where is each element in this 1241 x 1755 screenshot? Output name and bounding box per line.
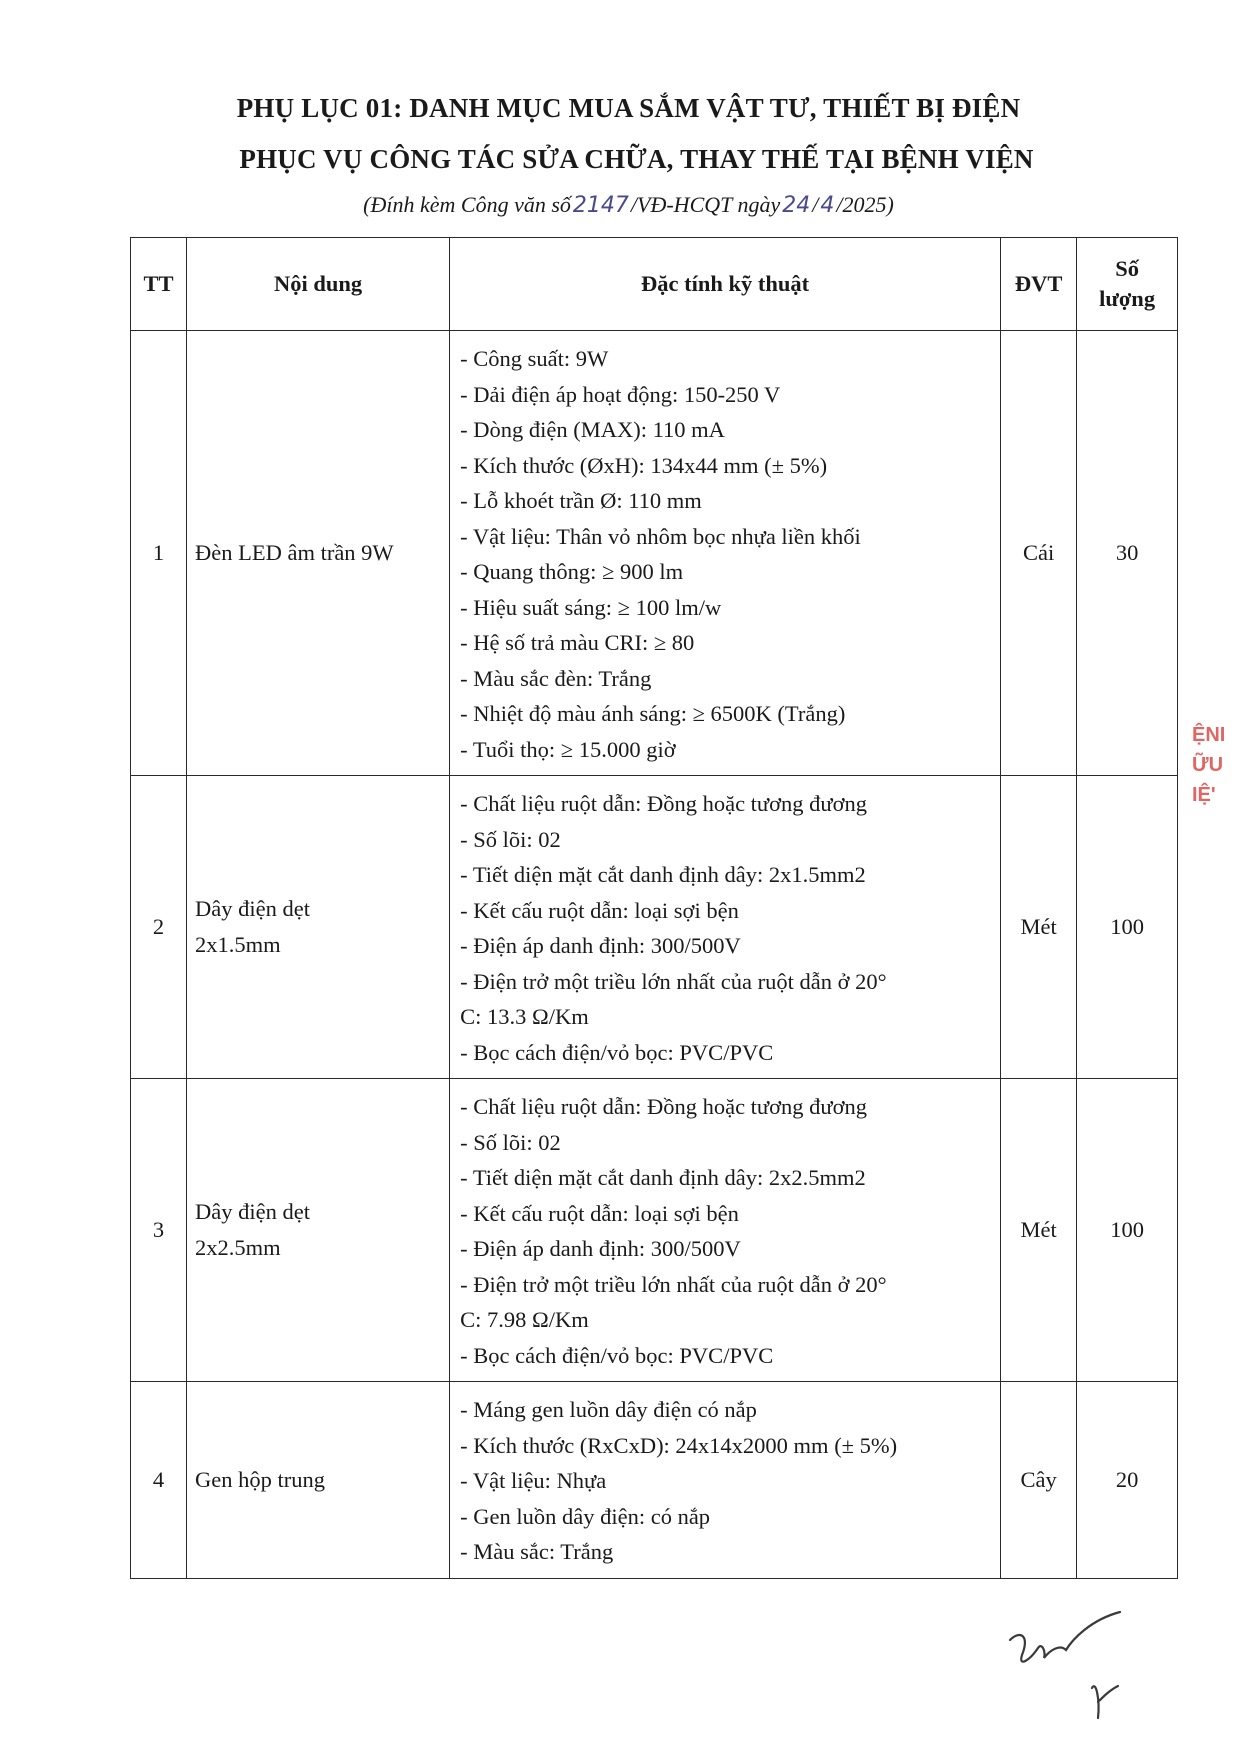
table-header-row (131, 238, 1178, 331)
spec-line: - Quang thông: ≥ 900 lm (460, 559, 684, 584)
reference-prefix: (Đính kèm Công văn số (363, 192, 571, 217)
row-specs (450, 1382, 1001, 1579)
stamp-line: ỮU (1192, 754, 1224, 776)
reference-month: 4 (820, 193, 835, 218)
spec-line: - Vật liệu: Thân vỏ nhôm bọc nhựa liền khối (460, 523, 861, 549)
spec-line: - Kết cấu ruột dẫn: loại sợi bện (460, 1200, 739, 1226)
spec-line: - Số lõi: 02 (460, 826, 561, 852)
signature-graphic (1000, 1610, 1130, 1725)
spec-line: - Bọc cách điện/vỏ bọc: PVC/PVC (460, 1342, 774, 1368)
spec-line: - Chất liệu ruột dẫn: Đồng hoặc tương đương (460, 1094, 867, 1119)
spec-line: - Số lõi: 02 (460, 1129, 561, 1155)
row-name (186, 331, 449, 776)
row-qty: 20 (1077, 1382, 1178, 1579)
spec-line: - Công suất: 9W (460, 346, 609, 371)
spec-line: - Tiết diện mặt cắt danh định dây: 2x2.5mm2 (460, 1165, 866, 1190)
row-name (186, 1382, 449, 1579)
row-qty: 30 (1077, 331, 1178, 776)
document-title-line2: PHỤC VỤ CÔNG TÁC SỬA CHỮA, THAY THẾ TẠI BỆNH VIỆN (239, 144, 1034, 174)
row-name-line: 2x1.5mm (194, 932, 281, 957)
row-specs (450, 331, 1001, 776)
header-qty (1077, 238, 1178, 331)
spec-line: - Kích thước (ØxH): 134x44 mm (± 5%) (460, 452, 828, 478)
spec-line: - Kích thước (RxCxD): 24x14x2000 mm (± 5%) (460, 1432, 898, 1458)
row-unit: Cây (1001, 1382, 1077, 1579)
spec-line: - Gen luồn dây điện: có nắp (460, 1503, 711, 1529)
table-row (131, 331, 1178, 776)
spec-line: - Điện trở một triều lớn nhất của ruột dẫn ở 20° (460, 968, 887, 994)
handwritten-signature-icon (1000, 1610, 1130, 1730)
reference-mid: /VĐ-HCQT ngày (630, 192, 781, 217)
row-name-line: Dây điện dẹt (194, 1199, 310, 1224)
row-tt: 1 (131, 331, 187, 776)
spec-line: - Bọc cách điện/vỏ bọc: PVC/PVC (460, 1039, 774, 1065)
stamp-line: ỆNI (1192, 724, 1226, 746)
procurement-table (130, 237, 1178, 1579)
spec-line: - Tiết diện mặt cắt danh định dây: 2x1.5mm2 (460, 862, 866, 887)
header-spec: Đặc tính kỹ thuật (450, 238, 1001, 331)
spec-line: - Màu sắc đèn: Trắng (460, 665, 652, 691)
row-name-line: Gen hộp trung (194, 1466, 325, 1492)
document-reference (0, 192, 1241, 218)
row-unit: Mét (1001, 776, 1077, 1079)
header-qty-line2: lượng (1099, 286, 1156, 311)
spec-line: C: 13.3 Ω/Km (460, 1004, 589, 1029)
row-name (186, 776, 449, 1079)
spec-line: - Chất liệu ruột dẫn: Đồng hoặc tương đương (460, 791, 867, 816)
row-name-line: 2x2.5mm (194, 1235, 281, 1260)
reference-suffix: /2025) (836, 192, 894, 217)
table-row (131, 776, 1178, 1079)
spec-line: - Dải điện áp hoạt động: 150-250 V (460, 381, 781, 407)
spec-line: - Dòng điện (MAX): 110 mA (460, 417, 725, 442)
spec-line: - Điện áp danh định: 300/500V (460, 933, 741, 958)
table-body (131, 331, 1178, 1579)
row-qty: 100 (1077, 1079, 1178, 1382)
row-tt: 4 (131, 1382, 187, 1579)
row-unit: Cái (1001, 331, 1077, 776)
spec-line: - Vật liệu: Nhựa (460, 1468, 607, 1493)
spec-line: - Lỗ khoét trần Ø: 110 mm (460, 488, 702, 513)
table-row (131, 1382, 1178, 1579)
header-qty-line1: Số (1115, 256, 1139, 281)
spec-line: - Kết cấu ruột dẫn: loại sợi bện (460, 897, 739, 923)
row-name-line: Đèn LED âm trần 9W (194, 540, 394, 565)
document-title-line1: PHỤ LỤC 01: DANH MỤC MUA SẮM VẬT TƯ, THIẾT BỊ ĐIỆN (236, 93, 1021, 123)
header-tt: TT (131, 238, 187, 331)
header-unit: ĐVT (1001, 238, 1077, 331)
spec-line: - Tuổi thọ: ≥ 15.000 giờ (460, 736, 676, 762)
reference-day: 24 (782, 193, 811, 218)
row-specs (450, 776, 1001, 1079)
row-name-line: Dây điện dẹt (194, 896, 310, 921)
spec-line: C: 7.98 Ω/Km (460, 1307, 589, 1332)
spec-line: - Hiệu suất sáng: ≥ 100 lm/w (460, 594, 722, 620)
row-qty: 100 (1077, 776, 1178, 1079)
row-tt: 2 (131, 776, 187, 1079)
spec-line: - Màu sắc: Trắng (460, 1539, 614, 1564)
spec-line: - Máng gen luồn dây điện có nắp (460, 1397, 757, 1422)
header-content: Nội dung (186, 238, 449, 331)
spec-line: - Điện áp danh định: 300/500V (460, 1236, 741, 1261)
spec-line: - Nhiệt độ màu ánh sáng: ≥ 6500K (Trắng) (460, 701, 846, 726)
row-tt: 3 (131, 1079, 187, 1382)
row-unit: Mét (1001, 1079, 1077, 1382)
red-stamp-fragment (1192, 720, 1232, 810)
row-name (186, 1079, 449, 1382)
stamp-line: IỆ' (1192, 784, 1216, 806)
row-specs (450, 1079, 1001, 1382)
spec-line: - Hệ số trả màu CRI: ≥ 80 (460, 630, 695, 655)
reference-sep: / (812, 192, 819, 217)
table-row (131, 1079, 1178, 1382)
reference-number: 2147 (572, 193, 629, 218)
spec-line: - Điện trở một triều lớn nhất của ruột dẫn ở 20° (460, 1271, 887, 1297)
